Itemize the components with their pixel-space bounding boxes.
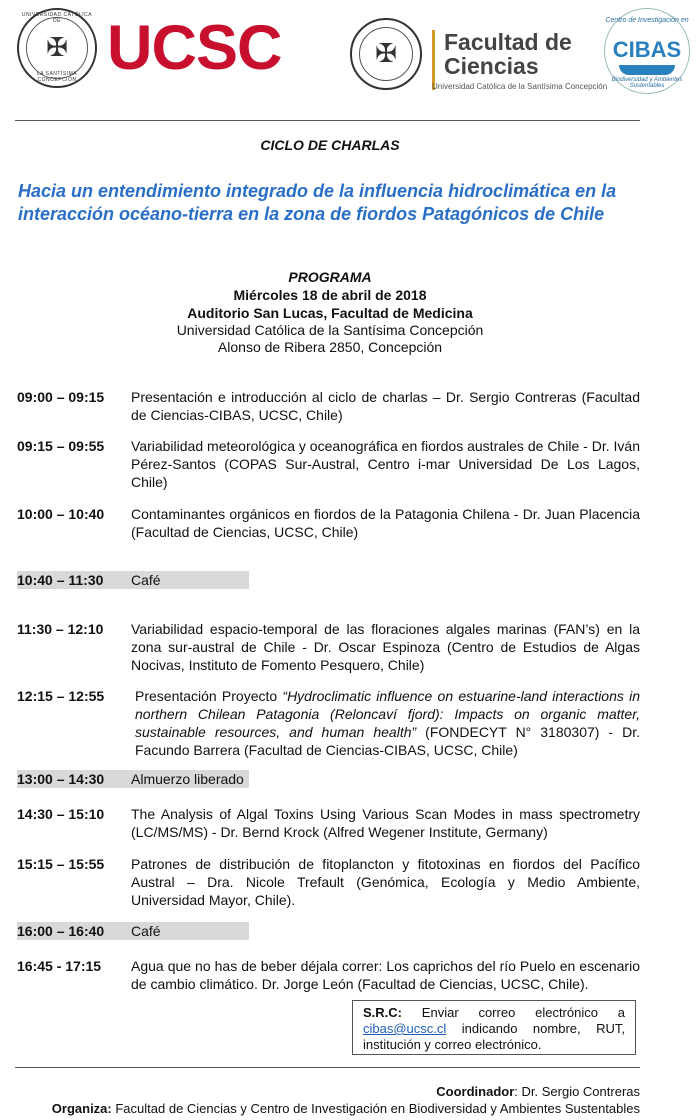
ucsc-logo-text: UCSC <box>107 13 282 83</box>
schedule-time: 15:15 – 15:55 <box>17 856 105 872</box>
schedule-desc: Variabilidad espacio-temporal de las floraciones algales marinas (FAN’s) en la zona sur-austral de Chile - Dr. Oscar Espinoza (Centro de Estudios de Algas Nocivas, Instituto de Fomento Pesquero, Chile) <box>131 621 640 673</box>
seal-text-top: UNIVERSIDAD CATÓLICA DE <box>21 12 93 24</box>
rsvp-text2: indicando nombre, RUT, institución y correo electrónico. <box>363 1021 625 1052</box>
schedule-time: 10:40 – 11:30 <box>17 572 104 588</box>
schedule-row-break <box>17 922 249 940</box>
schedule-desc: Patrones de distribución de fitoplancton y fitotoxinas en fiordos del Pacífico Austral – Dra. Nicole Trefault (Genómica, Ecología y Medio Ambiente, Universidad Mayor, Chile). <box>131 856 640 908</box>
footer-coordinator <box>436 1084 640 1099</box>
schedule-desc: Almuerzo liberado <box>131 771 244 787</box>
schedule-desc: Café <box>131 572 161 588</box>
event-venue: Auditorio San Lucas, Facultad de Medicina <box>187 305 473 321</box>
seal-text-bottom: LA SANTÍSIMA CONCEPCIÓN <box>36 71 78 83</box>
desc-post: (FONDECYT N° 3180307) - Dr. Facundo Barrera (Facultad de Ciencias-CIBAS, UCSC, Chile) <box>135 724 640 758</box>
event-date: Miércoles 18 de abril de 2018 <box>233 287 427 303</box>
footer-organizer <box>52 1101 640 1116</box>
schedule-desc: The Analysis of Algal Toxins Using Various Scan Modes in mass spectrometry (LC/MS/MS) - Dr. Bernd Krock (Alfred Wegener Institute, Germany) <box>131 806 640 840</box>
schedule-desc: Contaminantes orgánicos en fiordos de la Patagonia Chilena - Dr. Juan Placencia (Facultad de Ciencias, UCSC, Chile) <box>131 506 640 540</box>
cibas-ring-bottom: Biodiversidad y Ambientes Sustentables <box>611 77 683 89</box>
schedule-row-break <box>17 770 249 788</box>
schedule-time: 10:00 – 10:40 <box>17 506 105 522</box>
schedule-desc: Café <box>131 923 161 939</box>
cibas-logo <box>604 8 690 94</box>
ciclo-heading: CICLO DE CHARLAS <box>260 137 400 153</box>
schedule-desc: Presentación e introducción al ciclo de charlas – Dr. Sergio Contreras (Facultad de Ciencias-CIBAS, UCSC, Chile) <box>131 389 640 423</box>
facultad-seal-logo <box>350 18 422 90</box>
rsvp-box <box>352 1000 636 1055</box>
footer-divider <box>15 1067 640 1068</box>
header-divider <box>15 120 640 121</box>
schedule-time: 09:15 – 09:55 <box>17 438 105 454</box>
desc-pre: Presentación Proyecto <box>135 688 283 704</box>
schedule-time: 14:30 – 15:10 <box>17 806 105 822</box>
project-title: “Hydroclimatic influence on estuarine-land interactions in northern Chilean Patagonia (Reloncaví fjord): Impacts on organic matter, sustainable resources, and human health” <box>135 688 640 740</box>
schedule-desc: Variabilidad meteorológica y oceanográfica en fiordos australes de Chile - Dr. Iván Pérez-Santos (COPAS Sur-Austral, Centro i-mar Universidad De Los Lagos, Chile) <box>131 438 640 490</box>
schedule-time: 12:15 – 12:55 <box>17 688 105 704</box>
coordinator-label: Coordinador <box>436 1084 515 1099</box>
schedule-desc: Agua que no has de beber déjala correr: Los caprichos del río Puelo en escenario de cambio climático. Dr. Jorge León (Facultad de Ciencias, UCSC, Chile). <box>131 958 640 992</box>
schedule-time: 11:30 – 12:10 <box>17 621 104 637</box>
event-title: Hacia un entendimiento integrado de la influencia hidroclimática en la interacción océano-tierra en la zona de fiordos Patagónicos de Chile <box>18 181 617 224</box>
event-address: Alonso de Ribera 2850, Concepción <box>217 339 443 355</box>
schedule-desc <box>135 687 640 759</box>
ucsc-seal-logo <box>17 8 97 88</box>
coordinator-value: : Dr. Sergio Contreras <box>514 1084 640 1099</box>
facultad-line1: Facultad de <box>444 29 572 55</box>
cibas-ring-top: Centro de Investigación en <box>605 17 689 24</box>
cross-icon: ✠ <box>46 33 68 63</box>
schedule-time: 16:00 – 16:40 <box>17 923 105 939</box>
schedule-time: 09:00 – 09:15 <box>17 389 105 405</box>
facultad-logo-text <box>444 30 572 78</box>
facultad-line2: Ciencias <box>444 53 539 79</box>
rsvp-text1: Enviar correo electrónico a <box>402 1005 625 1020</box>
schedule-row-break <box>17 571 249 589</box>
rsvp-email-link[interactable]: cibas@ucsc.cl <box>363 1021 447 1036</box>
programa-heading: PROGRAMA <box>288 269 372 285</box>
organizer-value: Facultad de Ciencias y Centro de Investigación en Biodiversidad y Ambientes Sustentables <box>111 1101 640 1116</box>
cibas-logo-text: CIBAS <box>612 37 682 62</box>
wave-icon <box>619 65 675 75</box>
rsvp-label: S.R.C: <box>363 1005 402 1020</box>
schedule-time: 13:00 – 14:30 <box>17 771 105 787</box>
organizer-label: Organiza: <box>51 1101 112 1116</box>
cross-icon: ✠ <box>375 39 397 69</box>
facultad-divider <box>432 30 435 90</box>
schedule-time: 16:45 - 17:15 <box>17 958 102 974</box>
facultad-subtitle: Universidad Católica de la Santísima Concepción <box>432 82 608 91</box>
event-university: Universidad Católica de la Santísima Concepción <box>176 322 484 338</box>
